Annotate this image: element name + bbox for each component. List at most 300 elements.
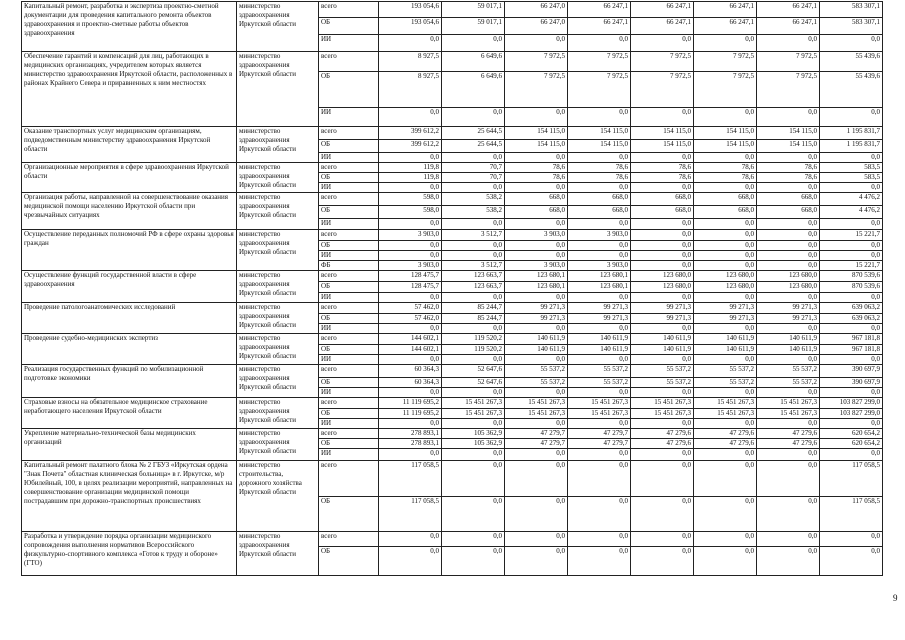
program-name-cell: Страховые взносы на обязательное медицинское страхование неработающего населения Иркутской области — [22, 398, 237, 429]
program-name-cell: Капитальный ремонт, разработка и экспертиза проектно-сметной документации для проведения капитального ремонта объектов здравоохранения и проектно-сметные работы объектов здравоохранения — [22, 2, 237, 52]
year-value-cell: 66 247,1 — [694, 2, 757, 18]
year-value-cell: 0,0 — [757, 230, 820, 241]
funding-source-cell: ОБ — [319, 72, 379, 108]
year-value-cell: 0,0 — [631, 547, 694, 576]
year-value-cell: 57 462,0 — [379, 303, 442, 314]
executor-cell: министерство здравоохранения Иркутской области — [237, 303, 319, 334]
year-value-cell: 154 115,0 — [505, 140, 568, 153]
table-row — [22, 52, 883, 72]
funding-source-cell: всего — [319, 230, 379, 241]
year-value-cell: 0,0 — [442, 497, 505, 532]
funding-source-cell: ИИ — [319, 108, 379, 127]
year-value-cell: 0,0 — [505, 419, 568, 429]
year-value-cell: 0,0 — [568, 532, 631, 547]
year-value-cell: 0,0 — [694, 153, 757, 163]
funding-source-cell: ФБ — [319, 261, 379, 271]
year-value-cell: 55 537,2 — [694, 365, 757, 378]
table-row — [22, 163, 883, 173]
table-row — [22, 334, 883, 345]
year-value-cell: 3 512,7 — [442, 261, 505, 271]
year-value-cell: 11 119 695,2 — [379, 409, 442, 419]
year-value-cell: 0,0 — [694, 449, 757, 461]
year-value-cell: 60 364,3 — [379, 365, 442, 378]
funding-source-cell: ИИ — [319, 355, 379, 365]
year-value-cell: 123 680,0 — [631, 271, 694, 282]
year-value-cell: 0,0 — [757, 388, 820, 398]
funding-source-cell: всего — [319, 193, 379, 206]
year-value-cell: 3 903,0 — [505, 230, 568, 241]
total-value-cell: 0,0 — [820, 251, 883, 261]
year-value-cell: 0,0 — [631, 461, 694, 497]
year-value-cell: 123 680,0 — [694, 271, 757, 282]
year-value-cell: 0,0 — [442, 183, 505, 193]
total-value-cell: 0,0 — [820, 153, 883, 163]
year-value-cell: 193 054,6 — [379, 18, 442, 35]
year-value-cell: 399 612,2 — [379, 127, 442, 140]
year-value-cell: 0,0 — [631, 251, 694, 261]
year-value-cell: 0,0 — [757, 153, 820, 163]
year-value-cell: 0,0 — [442, 153, 505, 163]
table-row — [22, 398, 883, 409]
year-value-cell: 128 475,7 — [379, 282, 442, 293]
year-value-cell: 15 451 267,3 — [757, 409, 820, 419]
year-value-cell: 0,0 — [568, 388, 631, 398]
year-value-cell: 47 279,6 — [631, 429, 694, 439]
year-value-cell: 99 271,3 — [694, 303, 757, 314]
year-value-cell: 15 451 267,3 — [442, 398, 505, 409]
year-value-cell: 0,0 — [442, 108, 505, 127]
total-value-cell: 0,0 — [820, 35, 883, 52]
year-value-cell: 15 451 267,3 — [505, 398, 568, 409]
executor-cell: министерство здравоохранения Иркутской области — [237, 193, 319, 230]
year-value-cell: 0,0 — [631, 324, 694, 334]
year-value-cell: 15 451 267,3 — [757, 398, 820, 409]
year-value-cell: 154 115,0 — [631, 140, 694, 153]
year-value-cell: 3 903,0 — [379, 261, 442, 271]
table-row — [22, 230, 883, 241]
program-name-cell: Проведение судебно-медицинских экспертиз — [22, 334, 237, 365]
funding-source-cell: ИИ — [319, 35, 379, 52]
total-value-cell: 0,0 — [820, 219, 883, 230]
year-value-cell: 0,0 — [568, 293, 631, 303]
total-value-cell: 583,5 — [820, 173, 883, 183]
year-value-cell: 144 602,1 — [379, 345, 442, 355]
year-value-cell: 123 680,1 — [505, 282, 568, 293]
year-value-cell: 25 644,5 — [442, 127, 505, 140]
year-value-cell: 0,0 — [694, 230, 757, 241]
funding-source-cell: ОБ — [319, 282, 379, 293]
year-value-cell: 78,6 — [694, 173, 757, 183]
year-value-cell: 140 611,9 — [568, 345, 631, 355]
year-value-cell: 598,0 — [379, 206, 442, 219]
year-value-cell: 105 362,9 — [442, 429, 505, 439]
year-value-cell: 0,0 — [442, 293, 505, 303]
funding-source-cell: ИИ — [319, 324, 379, 334]
funding-source-cell: всего — [319, 461, 379, 497]
year-value-cell: 0,0 — [631, 293, 694, 303]
year-value-cell: 0,0 — [757, 293, 820, 303]
year-value-cell: 0,0 — [694, 532, 757, 547]
year-value-cell: 70,7 — [442, 173, 505, 183]
year-value-cell: 154 115,0 — [694, 127, 757, 140]
year-value-cell: 99 271,3 — [568, 314, 631, 324]
year-value-cell: 140 611,9 — [757, 334, 820, 345]
year-value-cell: 60 364,3 — [379, 378, 442, 388]
year-value-cell: 0,0 — [568, 461, 631, 497]
year-value-cell: 144 602,1 — [379, 334, 442, 345]
year-value-cell: 0,0 — [757, 419, 820, 429]
year-value-cell: 99 271,3 — [757, 314, 820, 324]
year-value-cell: 66 247,0 — [505, 18, 568, 35]
year-value-cell: 119,8 — [379, 163, 442, 173]
year-value-cell: 0,0 — [568, 449, 631, 461]
year-value-cell: 55 537,2 — [505, 378, 568, 388]
funding-source-cell: ОБ — [319, 345, 379, 355]
executor-cell: министерство здравоохранения Иркутской области — [237, 398, 319, 429]
funding-source-cell: всего — [319, 127, 379, 140]
year-value-cell: 0,0 — [505, 388, 568, 398]
year-value-cell: 0,0 — [631, 532, 694, 547]
table-row — [22, 127, 883, 140]
year-value-cell: 0,0 — [694, 293, 757, 303]
year-value-cell: 47 279,7 — [568, 439, 631, 449]
executor-cell: министерство здравоохранения Иркутской области — [237, 2, 319, 52]
year-value-cell: 15 451 267,3 — [631, 398, 694, 409]
program-name-cell: Проведение патологоанатомических исследований — [22, 303, 237, 334]
year-value-cell: 0,0 — [631, 108, 694, 127]
funding-source-cell: всего — [319, 365, 379, 378]
year-value-cell: 7 972,5 — [568, 52, 631, 72]
funding-source-cell: ИИ — [319, 388, 379, 398]
year-value-cell: 15 451 267,3 — [694, 409, 757, 419]
year-value-cell: 140 611,9 — [694, 334, 757, 345]
year-value-cell: 668,0 — [757, 193, 820, 206]
executor-cell: министерство здравоохранения Иркутской области — [237, 334, 319, 365]
table-row — [22, 271, 883, 282]
funding-source-cell: ИИ — [319, 251, 379, 261]
year-value-cell: 154 115,0 — [568, 127, 631, 140]
table-row — [22, 365, 883, 378]
year-value-cell: 55 537,2 — [568, 378, 631, 388]
year-value-cell: 123 680,1 — [568, 282, 631, 293]
year-value-cell: 15 451 267,3 — [694, 398, 757, 409]
year-value-cell: 0,0 — [505, 532, 568, 547]
total-value-cell: 620 654,2 — [820, 429, 883, 439]
year-value-cell: 11 119 695,2 — [379, 398, 442, 409]
year-value-cell: 0,0 — [568, 324, 631, 334]
funding-source-cell: ОБ — [319, 439, 379, 449]
funding-source-cell: всего — [319, 163, 379, 173]
year-value-cell: 123 680,0 — [694, 282, 757, 293]
year-value-cell: 0,0 — [694, 355, 757, 365]
year-value-cell: 7 972,5 — [505, 72, 568, 108]
total-value-cell: 390 697,9 — [820, 365, 883, 378]
funding-source-cell: всего — [319, 303, 379, 314]
total-value-cell: 583 307,1 — [820, 2, 883, 18]
year-value-cell: 0,0 — [379, 293, 442, 303]
year-value-cell: 15 451 267,3 — [568, 409, 631, 419]
year-value-cell: 78,6 — [505, 173, 568, 183]
funding-source-cell: всего — [319, 532, 379, 547]
year-value-cell: 6 649,6 — [442, 72, 505, 108]
year-value-cell: 140 611,9 — [631, 334, 694, 345]
year-value-cell: 0,0 — [379, 241, 442, 251]
year-value-cell: 0,0 — [694, 497, 757, 532]
year-value-cell: 0,0 — [379, 532, 442, 547]
funding-source-cell: ОБ — [319, 18, 379, 35]
year-value-cell: 0,0 — [631, 388, 694, 398]
total-value-cell: 967 181,8 — [820, 345, 883, 355]
total-value-cell: 103 827 299,0 — [820, 398, 883, 409]
year-value-cell: 0,0 — [379, 355, 442, 365]
year-value-cell: 0,0 — [694, 461, 757, 497]
year-value-cell: 70,7 — [442, 163, 505, 173]
year-value-cell: 47 279,7 — [505, 429, 568, 439]
total-value-cell: 4 476,2 — [820, 206, 883, 219]
funding-source-cell: всего — [319, 429, 379, 439]
year-value-cell: 55 537,2 — [568, 365, 631, 378]
year-value-cell: 0,0 — [757, 261, 820, 271]
page-number: 9 — [893, 593, 898, 603]
total-value-cell: 870 539,6 — [820, 271, 883, 282]
funding-source-cell: ОБ — [319, 378, 379, 388]
total-value-cell: 583,5 — [820, 163, 883, 173]
year-value-cell: 0,0 — [379, 35, 442, 52]
year-value-cell: 0,0 — [568, 497, 631, 532]
year-value-cell: 119 520,2 — [442, 334, 505, 345]
year-value-cell: 0,0 — [442, 419, 505, 429]
year-value-cell: 3 903,0 — [379, 230, 442, 241]
year-value-cell: 59 017,1 — [442, 2, 505, 18]
year-value-cell: 668,0 — [631, 193, 694, 206]
funding-source-cell: всего — [319, 2, 379, 18]
year-value-cell: 0,0 — [694, 219, 757, 230]
year-value-cell: 66 247,1 — [694, 18, 757, 35]
year-value-cell: 0,0 — [631, 497, 694, 532]
year-value-cell: 668,0 — [568, 206, 631, 219]
year-value-cell: 0,0 — [568, 108, 631, 127]
year-value-cell: 78,6 — [631, 173, 694, 183]
executor-cell: министерство здравоохранения Иркутской области — [237, 52, 319, 127]
executor-cell: министерство здравоохранения Иркутской области — [237, 127, 319, 163]
year-value-cell: 55 537,2 — [631, 378, 694, 388]
total-value-cell: 0,0 — [820, 532, 883, 547]
year-value-cell: 140 611,9 — [505, 345, 568, 355]
year-value-cell: 99 271,3 — [631, 303, 694, 314]
year-value-cell: 0,0 — [694, 251, 757, 261]
year-value-cell: 123 680,1 — [568, 271, 631, 282]
year-value-cell: 154 115,0 — [631, 127, 694, 140]
year-value-cell: 140 611,9 — [568, 334, 631, 345]
total-value-cell: 639 063,2 — [820, 314, 883, 324]
year-value-cell: 119 520,2 — [442, 345, 505, 355]
year-value-cell: 0,0 — [631, 241, 694, 251]
year-value-cell: 0,0 — [631, 355, 694, 365]
year-value-cell: 0,0 — [631, 230, 694, 241]
year-value-cell: 0,0 — [757, 532, 820, 547]
table-row — [22, 303, 883, 314]
year-value-cell: 154 115,0 — [757, 140, 820, 153]
year-value-cell: 47 279,6 — [694, 429, 757, 439]
year-value-cell: 538,2 — [442, 193, 505, 206]
total-value-cell: 1 195 831,7 — [820, 127, 883, 140]
year-value-cell: 0,0 — [505, 108, 568, 127]
year-value-cell: 0,0 — [757, 241, 820, 251]
year-value-cell: 66 247,1 — [631, 18, 694, 35]
year-value-cell: 538,2 — [442, 206, 505, 219]
funding-source-cell: всего — [319, 398, 379, 409]
year-value-cell: 0,0 — [694, 547, 757, 576]
year-value-cell: 0,0 — [442, 355, 505, 365]
total-value-cell: 0,0 — [820, 449, 883, 461]
year-value-cell: 123 663,7 — [442, 271, 505, 282]
executor-cell: министерство здравоохранения Иркутской области — [237, 271, 319, 303]
year-value-cell: 55 537,2 — [757, 365, 820, 378]
total-value-cell: 0,0 — [820, 108, 883, 127]
year-value-cell: 78,6 — [757, 163, 820, 173]
year-value-cell: 0,0 — [442, 461, 505, 497]
year-value-cell: 668,0 — [568, 193, 631, 206]
year-value-cell: 7 972,5 — [757, 72, 820, 108]
year-value-cell: 47 279,7 — [505, 439, 568, 449]
year-value-cell: 0,0 — [694, 241, 757, 251]
year-value-cell: 0,0 — [379, 547, 442, 576]
year-value-cell: 7 972,5 — [631, 52, 694, 72]
year-value-cell: 7 972,5 — [757, 52, 820, 72]
year-value-cell: 0,0 — [379, 324, 442, 334]
year-value-cell: 99 271,3 — [757, 303, 820, 314]
year-value-cell: 140 611,9 — [505, 334, 568, 345]
total-value-cell: 870 539,6 — [820, 282, 883, 293]
funding-source-cell: ОБ — [319, 173, 379, 183]
year-value-cell: 66 247,1 — [757, 2, 820, 18]
total-value-cell: 967 181,8 — [820, 334, 883, 345]
year-value-cell: 105 362,9 — [442, 439, 505, 449]
total-value-cell: 0,0 — [820, 183, 883, 193]
total-value-cell: 620 654,2 — [820, 439, 883, 449]
total-value-cell: 55 439,6 — [820, 72, 883, 108]
year-value-cell: 0,0 — [442, 241, 505, 251]
year-value-cell: 0,0 — [568, 183, 631, 193]
year-value-cell: 0,0 — [442, 547, 505, 576]
year-value-cell: 15 451 267,3 — [505, 409, 568, 419]
funding-source-cell: ИИ — [319, 153, 379, 163]
year-value-cell: 0,0 — [505, 219, 568, 230]
year-value-cell: 0,0 — [757, 183, 820, 193]
year-value-cell: 0,0 — [568, 251, 631, 261]
year-value-cell: 15 451 267,3 — [442, 409, 505, 419]
total-value-cell: 0,0 — [820, 355, 883, 365]
program-name-cell: Разработка и утверждение порядка организации медицинского сопровождения выполнения нормативов Всероссийского физкультурно-спортивного комплекса «Готов к труду и обороне» (ГТО) — [22, 532, 237, 576]
year-value-cell: 3 903,0 — [568, 261, 631, 271]
year-value-cell: 668,0 — [694, 193, 757, 206]
year-value-cell: 66 247,1 — [757, 18, 820, 35]
year-value-cell: 668,0 — [631, 206, 694, 219]
program-name-cell: Укрепление материально-технической базы медицинских организаций — [22, 429, 237, 461]
year-value-cell: 0,0 — [694, 35, 757, 52]
year-value-cell: 399 612,2 — [379, 140, 442, 153]
year-value-cell: 0,0 — [505, 497, 568, 532]
funding-source-cell: ИИ — [319, 183, 379, 193]
year-value-cell: 0,0 — [631, 419, 694, 429]
year-value-cell: 55 537,2 — [757, 378, 820, 388]
year-value-cell: 78,6 — [568, 163, 631, 173]
year-value-cell: 66 247,1 — [568, 18, 631, 35]
year-value-cell: 0,0 — [757, 324, 820, 334]
year-value-cell: 7 972,5 — [505, 52, 568, 72]
year-value-cell: 123 680,0 — [757, 282, 820, 293]
year-value-cell: 0,0 — [568, 219, 631, 230]
year-value-cell: 154 115,0 — [694, 140, 757, 153]
funding-source-cell: ОБ — [319, 497, 379, 532]
year-value-cell: 0,0 — [442, 219, 505, 230]
program-name-cell: Оказание транспортных услуг медицинским организациям, подведомственным министерству здравоохранения Иркутской области — [22, 127, 237, 163]
year-value-cell: 7 972,5 — [694, 72, 757, 108]
year-value-cell: 123 663,7 — [442, 282, 505, 293]
year-value-cell: 140 611,9 — [757, 345, 820, 355]
year-value-cell: 7 972,5 — [694, 52, 757, 72]
executor-cell: министерство здравоохранения Иркутской области — [237, 163, 319, 193]
year-value-cell: 0,0 — [631, 219, 694, 230]
total-value-cell: 55 439,6 — [820, 52, 883, 72]
year-value-cell: 0,0 — [694, 183, 757, 193]
funding-source-cell: ОБ — [319, 314, 379, 324]
year-value-cell: 123 680,0 — [631, 282, 694, 293]
year-value-cell: 66 247,0 — [505, 2, 568, 18]
budget-table — [21, 1, 883, 576]
year-value-cell: 0,0 — [757, 108, 820, 127]
funding-source-cell: ИИ — [319, 219, 379, 230]
program-name-cell: Реализация государственных функций по мобилизационной подготовке экономики — [22, 365, 237, 398]
year-value-cell: 0,0 — [631, 261, 694, 271]
year-value-cell: 0,0 — [379, 153, 442, 163]
year-value-cell: 0,0 — [442, 388, 505, 398]
year-value-cell: 0,0 — [442, 324, 505, 334]
year-value-cell: 668,0 — [505, 193, 568, 206]
total-value-cell: 0,0 — [820, 419, 883, 429]
funding-source-cell: ОБ — [319, 206, 379, 219]
year-value-cell: 0,0 — [631, 35, 694, 52]
year-value-cell: 52 647,6 — [442, 378, 505, 388]
year-value-cell: 0,0 — [757, 547, 820, 576]
table-row — [22, 193, 883, 206]
table-row — [22, 532, 883, 547]
year-value-cell: 154 115,0 — [505, 127, 568, 140]
executor-cell: министерство здравоохранения Иркутской области — [237, 429, 319, 461]
table-row — [22, 461, 883, 497]
year-value-cell: 123 680,1 — [505, 271, 568, 282]
year-value-cell: 278 893,1 — [379, 439, 442, 449]
total-value-cell: 0,0 — [820, 324, 883, 334]
total-value-cell: 0,0 — [820, 293, 883, 303]
year-value-cell: 668,0 — [505, 206, 568, 219]
funding-source-cell: всего — [319, 271, 379, 282]
year-value-cell: 66 247,1 — [568, 2, 631, 18]
year-value-cell: 0,0 — [379, 108, 442, 127]
year-value-cell: 278 893,1 — [379, 429, 442, 439]
year-value-cell: 0,0 — [568, 153, 631, 163]
year-value-cell: 0,0 — [379, 449, 442, 461]
year-value-cell: 57 462,0 — [379, 314, 442, 324]
program-name-cell: Обеспечение гарантий и компенсаций для лиц, работающих в медицинских организациях, учредителем которых является министерство здравоохранения Иркутской области, расположенных в районах Крайнего Севера и приравненных к ним местностях — [22, 52, 237, 127]
table-row — [22, 2, 883, 18]
executor-cell: министерство строительства, дорожного хозяйства Иркутской области — [237, 461, 319, 532]
year-value-cell: 55 537,2 — [505, 365, 568, 378]
funding-source-cell: ОБ — [319, 140, 379, 153]
year-value-cell: 8 927,5 — [379, 52, 442, 72]
year-value-cell: 47 279,6 — [694, 439, 757, 449]
year-value-cell: 668,0 — [757, 206, 820, 219]
